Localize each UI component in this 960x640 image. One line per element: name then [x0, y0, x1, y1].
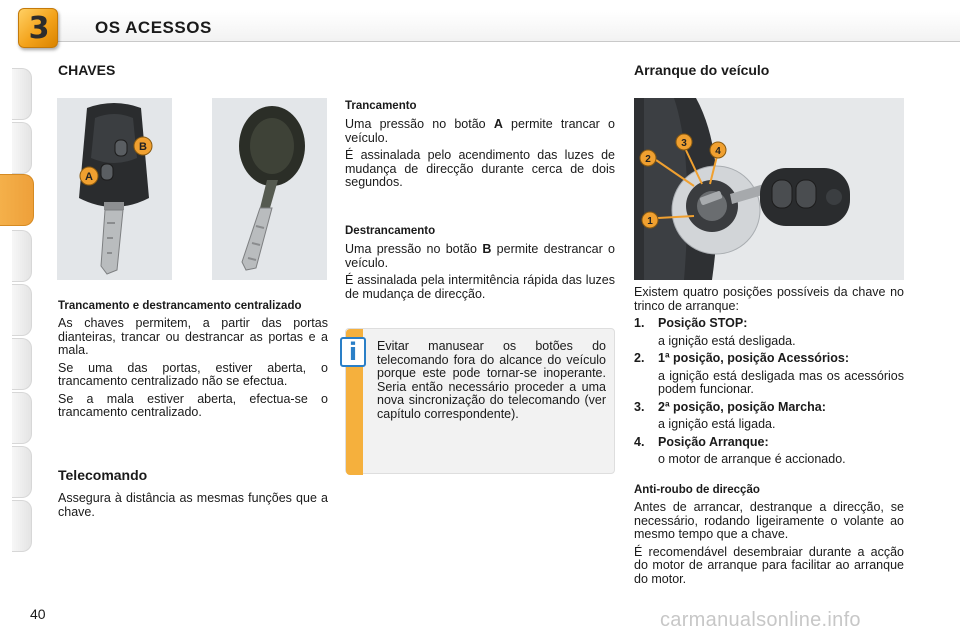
central-locking-paragraph-3: Se a mala estiver aberta, efectua-se o trancamento centralizado.: [58, 391, 328, 419]
info-note-text: Evitar manusear os botões do telecomando fora do alcance do veículo porque este pode tornar-se inoperante. Seria então necessário proceder a uma nova sincronização do telecomando (ver capítulo correspondente).: [377, 339, 606, 421]
page-header: [0, 0, 960, 58]
section-title-arranque: Arranque do veículo: [634, 62, 770, 78]
chapter-tabs: [0, 62, 36, 582]
position-item-4: 4. Posição Arranque: o motor de arranque é accionado.: [634, 434, 846, 466]
button-b-ref: B: [482, 242, 492, 256]
key-remote-illustration: [57, 98, 172, 280]
steering-lock-paragraph-1: Antes de arrancar, destranque a direcção, se necessário, rodando ligeiramente o volante ao mesmo tempo que a chave.: [634, 500, 904, 541]
steering-lock-title: Anti-roubo de direcção: [634, 484, 760, 496]
locking-paragraph-1: Uma pressão no botão A permite trancar o veículo.: [345, 117, 615, 145]
central-locking-paragraph-1: As chaves permitem, a partir das portas dianteiras, trancar ou destrancar as portas e a mala.: [58, 316, 328, 357]
steering-lock-section: [634, 484, 904, 586]
ignition-label-3: 3: [681, 138, 687, 149]
ignition-illustration: [634, 98, 904, 280]
chapter-tab-9[interactable]: [12, 500, 32, 552]
locking-paragraph-2: É assinalada pelo acendimento das luzes de mudança de direcção durante cerca de dois segundos.: [345, 148, 615, 189]
chapter-tab-5[interactable]: [12, 284, 32, 336]
chapter-title: OS ACESSOS: [95, 18, 212, 37]
key-remote-image: [57, 98, 172, 280]
position-item-1: 1. Posição STOP: a ignição está desligada.: [634, 316, 796, 348]
button-a-ref: A: [493, 117, 503, 131]
locking-section: [345, 100, 615, 190]
key-flip-image: [212, 98, 327, 280]
unlocking-paragraph-1: Uma pressão no botão B permite destrancar o veículo.: [345, 242, 615, 270]
unlocking-section: [345, 225, 615, 301]
steering-lock-paragraph-2: É recomendável desembraiar durante a acção do motor de arranque para facilitar ao arranque do motor.: [634, 544, 904, 586]
central-locking-paragraph-2: Se uma das portas, estiver aberta, o trancamento centralizado não se efectua.: [58, 360, 328, 388]
central-locking-title: Trancamento e destrancamento centralizado: [58, 300, 302, 312]
chapter-tab-1[interactable]: [12, 68, 32, 120]
locking-title: Trancamento: [345, 100, 417, 112]
key-flip-illustration: [212, 98, 327, 280]
page-number: 40: [30, 606, 46, 622]
chapter-tab-4[interactable]: [12, 230, 32, 282]
label-b: B: [139, 141, 147, 153]
position-item-3: 3. 2ª posição, posição Marcha: a ignição está ligada.: [634, 399, 826, 431]
ignition-image: [634, 98, 904, 280]
ignition-positions-section: [634, 286, 904, 467]
section-title-telecomando: Telecomando: [58, 467, 148, 483]
unlocking-title: Destrancamento: [345, 225, 436, 237]
chapter-tab-2[interactable]: [12, 122, 32, 174]
chapter-number: 3: [28, 11, 50, 46]
ignition-label-1: 1: [647, 216, 653, 227]
chapter-tab-6[interactable]: [12, 338, 32, 390]
ignition-intro: Existem quatro posições possíveis da chave no trinco de arranque:: [634, 285, 904, 313]
label-a: A: [85, 171, 93, 183]
ignition-label-2: 2: [645, 154, 651, 165]
position-item-2: 2. 1ª posição, posição Acessórios: a ignição está desligada mas os acessórios podem funcionar.: [634, 351, 904, 396]
chapter-badge: [18, 8, 58, 48]
info-icon: i: [340, 337, 366, 367]
telecomando-paragraph: Assegura à distância as mesmas funções que a chave.: [58, 491, 328, 519]
ignition-label-4: 4: [715, 146, 721, 157]
central-locking-section: [58, 300, 328, 420]
section-title-chaves: CHAVES: [58, 62, 116, 78]
chapter-tab-3[interactable]: [0, 174, 34, 226]
chapter-tab-7[interactable]: [12, 392, 32, 444]
unlocking-paragraph-2: É assinalada pela intermitência rápida das luzes de mudança de direcção.: [345, 273, 615, 301]
chapter-tab-8[interactable]: [12, 446, 32, 498]
watermark: carmanualsonline.info: [660, 609, 861, 631]
info-note-box: [345, 328, 615, 474]
